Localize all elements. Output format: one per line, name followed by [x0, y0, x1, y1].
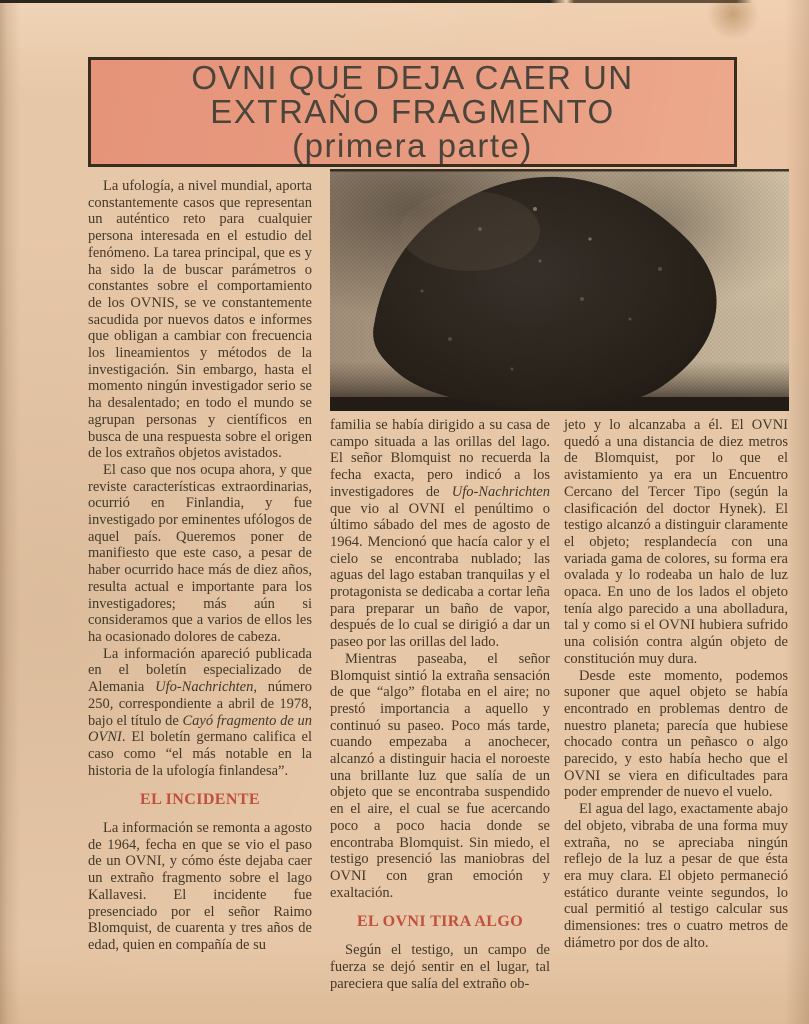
paragraph-encuentro-cercano: jeto y lo alcanzaba a él. El OVNI quedó a una distancia de diez metros de Blomquist, por lo que el avistamiento ya era un Encuentro Cercano del Tercer Tipo (según la clasificación del doctor Hynek). El testigo alcanzó a distinguir claramente el objeto; resplandecía con una variada gama de colores, su forma era ovalada y lo rodeaba un halo de luz opaca. En uno de los lados el objeto tenía algo parecido a una abolladura, tal y como si el OVNI hubiera sufrido una colisión contra algún objeto de constitución muy dura.: [564, 417, 788, 667]
paragraph-ufologia-intro: La ufología, a nivel mundial, aporta constantemente casos que representan un auténtico reto para cualquier persona interesada en el estudio del fenómeno. La tarea principal, que es y ha sido la de buscar parámetros o constantes sobre el comportamiento de los OVNIS, se ve constantemente sacudida por nuevos datos e informes que obligan a cambiar con frecuencia los lineamientos y métodos de la investigación. Sin embargo, hasta el momento ningún investigador serio se ha desalentado; en todo el mundo se agrupan personas y científicos en busca de una respuesta sobre el origen de los extraños objetos avistados.: [88, 178, 312, 462]
text-segment: , número 250, correspondiente a abril de 1978, bajo el título de: [88, 679, 312, 729]
article-title-line-3: (primera parte): [292, 127, 533, 164]
paragraph-agua-del-lago: El agua del lago, exactamente abajo del objeto, vibraba de una forma muy extraña, no se apreciaba ningún reflejo de la luz a pesar de que ésta era muy clara. El objeto permaneció estático durante veinte segundos, lo cual permitió al testigo calcular sus dimensiones: tres o cuatro metros de diámetro por dos de alto.: [564, 801, 788, 951]
section-heading-el-incidente: EL INCIDENTE: [140, 791, 260, 809]
article-title-line-2: EXTRAÑO FRAGMENTO: [210, 93, 615, 130]
article-column-right: [564, 417, 788, 952]
fragment-photo: [330, 169, 789, 411]
text-segment: familia se había dirigido a su casa de campo situada a las orillas del lago. El señor Blomquist no recuerda la fecha exacta, pero indicó a los investigadores de: [330, 417, 550, 500]
paragraph-mientras-paseaba: Mientras paseaba, el señor Blomquist sintió la extraña sensación de que “algo” flotaba en el aire; no prestó importancia a aquello y continuó su paseo. Poco más tarde, cuando empezaba a anochecer, alcanzó a distinguir hacia el noroeste una brillante luz que salía de un objeto que se encontraba suspendido en el aire, el cual se fue acercando poco a poco hacia donde se encontraba Blomquist. Sin miedo, el testigo presenció las maniobras del OVNI con gran emoción y exaltación.: [330, 650, 550, 901]
page-top-edge-line: [0, 0, 809, 3]
article-title-line-1: OVNI QUE DEJA CAER UN: [191, 59, 634, 96]
paragraph-caso-finlandia: El caso que nos ocupa ahora, y que reviste características extraordinarias, ocurrió en Finlandia, y fue investigado por eminentes ufólogos de aquel país. Queremos poner de manifiesto que este caso, a pesar de haber ocurrido hace más de diez años, resulta actual e importante para los investigadores; más aún si consideramos que a varios de ellos les ha ocasionado dolores de cabeza.: [88, 461, 312, 645]
text-segment-italic: Cayó fragmento de un OVNI: [88, 712, 312, 746]
article-column-middle: [330, 417, 550, 992]
text-segment: La información apareció publicada en el boletín especializado de Alemania: [88, 645, 312, 696]
text-segment-italic: Ufo-Nachrichten: [155, 679, 254, 696]
paragraph-desde-este-momento: Desde este momento, podemos suponer que aquel objeto se había encontrado en problemas dentro de nuestro planeta; parecía que hubiese chocado contra un peñasco o algo parecido, y esto había hecho que el OVNI se viera en dificultades para poder emprender de nuevo el vuelo.: [564, 667, 788, 801]
paragraph-incidente-inicio: La información se remonta a agosto de 1964, fecha en que se vio el paso de un OVNI, y cómo éste dejaba caer un extraño fragmento sobre el lago Kallavesi. El incidente fue presenciado por el señor Raimo Blomquist, de cuarenta y tres años de edad, quien en compañía de su: [88, 820, 312, 953]
text-segment: que vio al OVNI el penúltimo o último sábado del mes de agosto de 1964. Mencionó que hacía calor y el cielo se encontraba nublado; las aguas del lago estaban tranquilas y el protagonista se dedicaba a cortar leña para preparar un baño de vapor, después de lo cual se dirigió a dar un paseo por las orillas del lado.: [330, 500, 550, 651]
text-segment: . El boletín germano califica el caso como “el más notable en la historia de la ufología finlandesa”.: [88, 729, 312, 779]
text-segment-italic: Ufo-Nachrichten: [451, 483, 550, 500]
paragraph-boletin-aleman: [88, 646, 312, 780]
article-title-box: [88, 57, 737, 167]
article-column-left: [88, 178, 312, 954]
paragraph-familia-casa-campo: [330, 417, 550, 651]
paragraph-campo-de-fuerza: Según el testigo, un campo de fuerza se dejó sentir en el lugar, tal pareciera que salía del extraño ob-: [330, 942, 550, 992]
section-heading-el-ovni-tira-algo: EL OVNI TIRA ALGO: [356, 913, 524, 931]
